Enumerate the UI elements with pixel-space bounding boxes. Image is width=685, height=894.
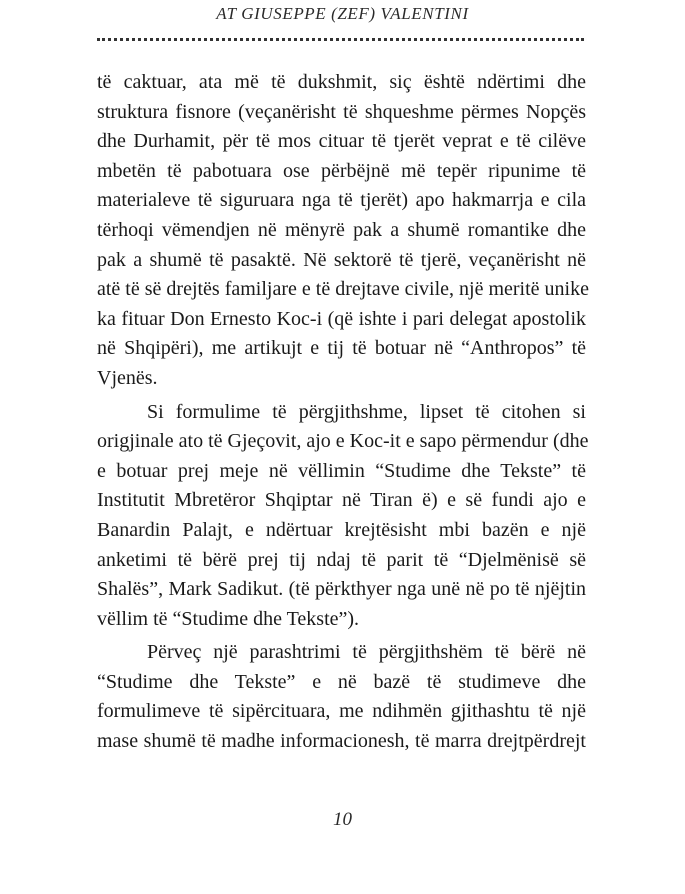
text-line: mase shumë të madhe informacionesh, të marra drejtpërdrejt [97, 730, 586, 753]
text-line: anketimi të bërë prej tij ndaj të parit të “Djelmënisë së [97, 548, 586, 571]
text-line: pak a shumë të pasaktë. Në sektorë të tjerë, veçanërisht në [97, 248, 586, 271]
text-line: Shalës”, Mark Sadikut. (të përkthyer nga unë në po të njëjtin [97, 578, 586, 601]
page-body [97, 68, 589, 757]
running-header: AT GIUSEPPE (ZEF) VALENTINI [216, 4, 469, 23]
text-line: Banardin Palajt, e ndërtuar krejtësisht mbi bazën e një [97, 518, 586, 541]
text-line: në Shqipëri), me artikujt e tij të botuar në “Anthropos” të [97, 337, 586, 360]
header-dotted-rule [97, 38, 584, 41]
text-line: vëllim të “Studime dhe Tekste”). [97, 607, 360, 630]
text-line: Përveç një parashtrimi të përgjithshëm të bërë në [147, 641, 586, 664]
text-line: “Studime dhe Tekste” e në bazë të studimeve dhe [97, 670, 586, 693]
text-line: atë të së drejtës familjare e të drejtave civile, një meritë unike [97, 278, 589, 301]
text-line: ka fituar Don Ernesto Koc-i (që ishte i pari delegat apostolik [97, 307, 586, 330]
text-line: Si formulime të përgjithshme, lipset të citohen si [147, 400, 586, 423]
text-line: tërhoqi vëmendjen në mënyrë pak a shumë romantike dhe [97, 218, 586, 241]
text-line: formulimeve të sipërcituara, me ndihmën gjithashtu të një [97, 700, 586, 723]
text-line: materialeve të siguruara nga të tjerët) apo hakmarrja e cila [97, 189, 586, 212]
text-line: Institutit Mbretëror Shqiptar në Tiran ë) e së fundi ajo e [97, 489, 586, 512]
text-line: të caktuar, ata më të dukshmit, siç është ndërtimi dhe [97, 71, 586, 93]
text-line: origjinale ato të Gjeçovit, ajo e Koc-it e sapo përmendur (dhe [97, 430, 589, 453]
text-line: dhe Durhamit, për të mos cituar të tjerët veprat e të cilëve [97, 130, 586, 153]
text-line: struktura fisnore (veçanërisht të shqueshme përmes Nopçës [97, 100, 586, 123]
paragraph [97, 398, 589, 635]
text-line: Vjenës. [97, 366, 158, 389]
text-line: mbetën të pabotuara ose përbëjnë më tepër ripunime të [97, 159, 586, 182]
text-line: e botuar prej meje në vëllimin “Studime dhe Tekste” të [97, 459, 586, 482]
paragraph [97, 68, 589, 394]
paragraph [97, 638, 586, 756]
page-number: 10 [333, 809, 352, 830]
